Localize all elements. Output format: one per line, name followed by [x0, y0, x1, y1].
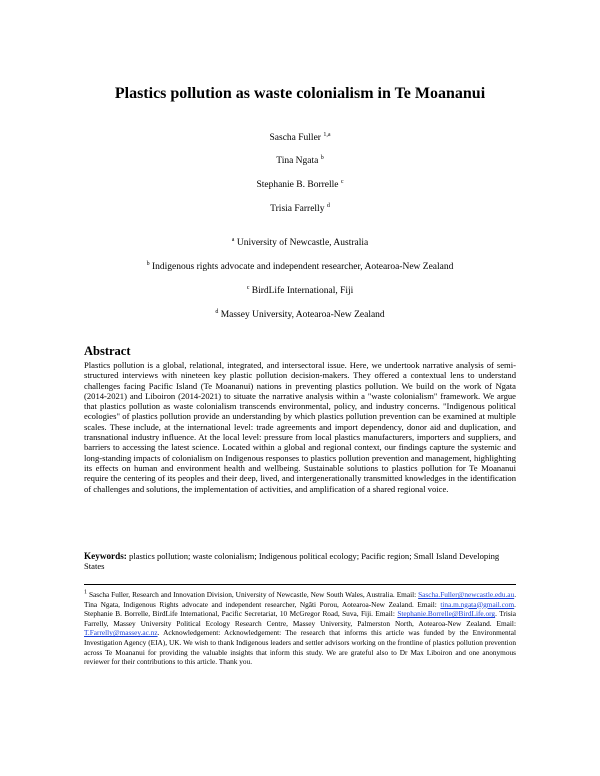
- author-line: [0, 133, 600, 143]
- affiliation-superscript: a: [231, 236, 235, 243]
- affiliation-line: [0, 262, 600, 272]
- affiliation-superscript: d: [215, 308, 219, 315]
- footnote-text: . Stephanie B. Borrelle, BirdLife International, Pacific Secretariat, 10 McGregor Road, Suva, Fiji. Email:: [84, 599, 516, 619]
- keywords-label: Keywords:: [84, 551, 127, 561]
- affiliation-line: [0, 286, 600, 296]
- author-name: Trisia Farrelly: [270, 204, 325, 214]
- affiliation-text: University of Newcastle, Australia: [236, 238, 369, 248]
- author-line: [0, 180, 600, 190]
- footnote-marker: 1: [84, 589, 87, 596]
- email-link[interactable]: Sascha.Fuller@newcastle.edu.au: [418, 590, 515, 599]
- author-superscript: 1,a: [323, 131, 331, 138]
- abstract-body: Plastics pollution is a global, relational, integrated, and intersectoral issue. Here, we undertook narrative analysis of semi-structured interviews with nineteen key plastic pollution decision-makers. They offered a contextual lens to understand challenges facing Pacific Island (Te Moananui) nations in preventing plastics pollution. We build on the work of Ngata (2014-2021) and Liboiron (2014-2021) to situate the narrative analysis within a "waste colonialism" framework. We argue that plastics pollution as waste colonialism transcends environmental, policy, and industry concerns. "Indigenous political ecologies" of plastics pollution provide an understanding by which plastics pollution prevention can be examined at multiple scales. These include, at the international level: trade agreements and import dependency, donor aid and duplication, and transnational industry influence. At the local level: pressure from local plastics manufacturers, importers and suppliers, and barriers to accessing the latest science. Located within a global and regional context, our findings capture the systemic and long-standing impacts of colonialism on Indigenous responses to plastics pollution prevention and management, highlighting its effects on human and environment health and wellbeing. Sustainable solutions to plastics pollution for Te Moananui require the centering of its peoples and their deep, lived, and intergenerationally transmitted knowledges in the identification of challenges and solutions, the implementation of activities, and amplification of a shared regional voice.: [84, 360, 516, 494]
- abstract-heading: Abstract: [84, 344, 131, 358]
- author-name: Tina Ngata: [276, 156, 319, 166]
- affiliation-line: [0, 310, 600, 320]
- email-link[interactable]: tina.m.ngata@gmail.com: [440, 599, 515, 609]
- author-line: [0, 156, 600, 166]
- email-link[interactable]: T.Farrelly@massey.ac.nz: [84, 628, 158, 638]
- author-superscript: d: [326, 202, 330, 209]
- affiliation-text: Massey University, Aotearoa-New Zealand: [220, 310, 385, 320]
- paper-title: Plastics pollution as waste colonialism in Te Moananui: [114, 85, 486, 102]
- keywords-text: plastics pollution; waste colonialism; Indigenous political ecology; Pacific region; Small Island Developing States: [84, 551, 500, 572]
- affiliation-text: Indigenous rights advocate and independent researcher, Aotearoa-New Zealand: [151, 262, 454, 272]
- footnote-text: . Trisia Farrelly, Massey University Political Ecology Research Centre, Massey University, Palmerston North, Aotearoa-New Zealand. Email:: [84, 609, 516, 628]
- affiliation-superscript: c: [246, 284, 250, 291]
- author-superscript: c: [340, 178, 344, 185]
- affiliation-superscript: b: [146, 260, 150, 267]
- footnote-text: . Acknowledgement: Acknowledgement: The research that informs this article was funded by the Environmental Investigation Agency (EIA), UK. We wish to thank Indigenous leaders and settler advisors working on the frontline of plastics pollution prevention across Te Moananui for providing the valuable insights that inform this study. We are grateful also to Dr Max Liboiron and one anonymous reviewer for their contributions to this article. Thank you.: [84, 628, 516, 667]
- footnote: [84, 590, 516, 667]
- author-line: [0, 204, 600, 214]
- affiliation-text: BirdLife International, Fiji: [251, 286, 354, 296]
- author-name: Stephanie B. Borrelle: [256, 180, 339, 190]
- footnote-text: Sascha Fuller, Research and Innovation Division, University of Newcastle, New South Wales, Australia. Email:: [88, 590, 419, 599]
- keywords: [84, 551, 516, 572]
- author-name: Sascha Fuller: [269, 133, 321, 143]
- footnote-divider: [84, 584, 516, 585]
- footnote-text: . Tina Ngata, Indigenous Rights advocate and independent researcher, Ngāti Porou, Aotearoa-New Zealand. Email:: [84, 590, 517, 609]
- affiliation-line: [0, 238, 600, 248]
- email-link[interactable]: Stephanie.Borrelle@BirdLife.org: [397, 609, 496, 619]
- author-superscript: b: [320, 154, 324, 161]
